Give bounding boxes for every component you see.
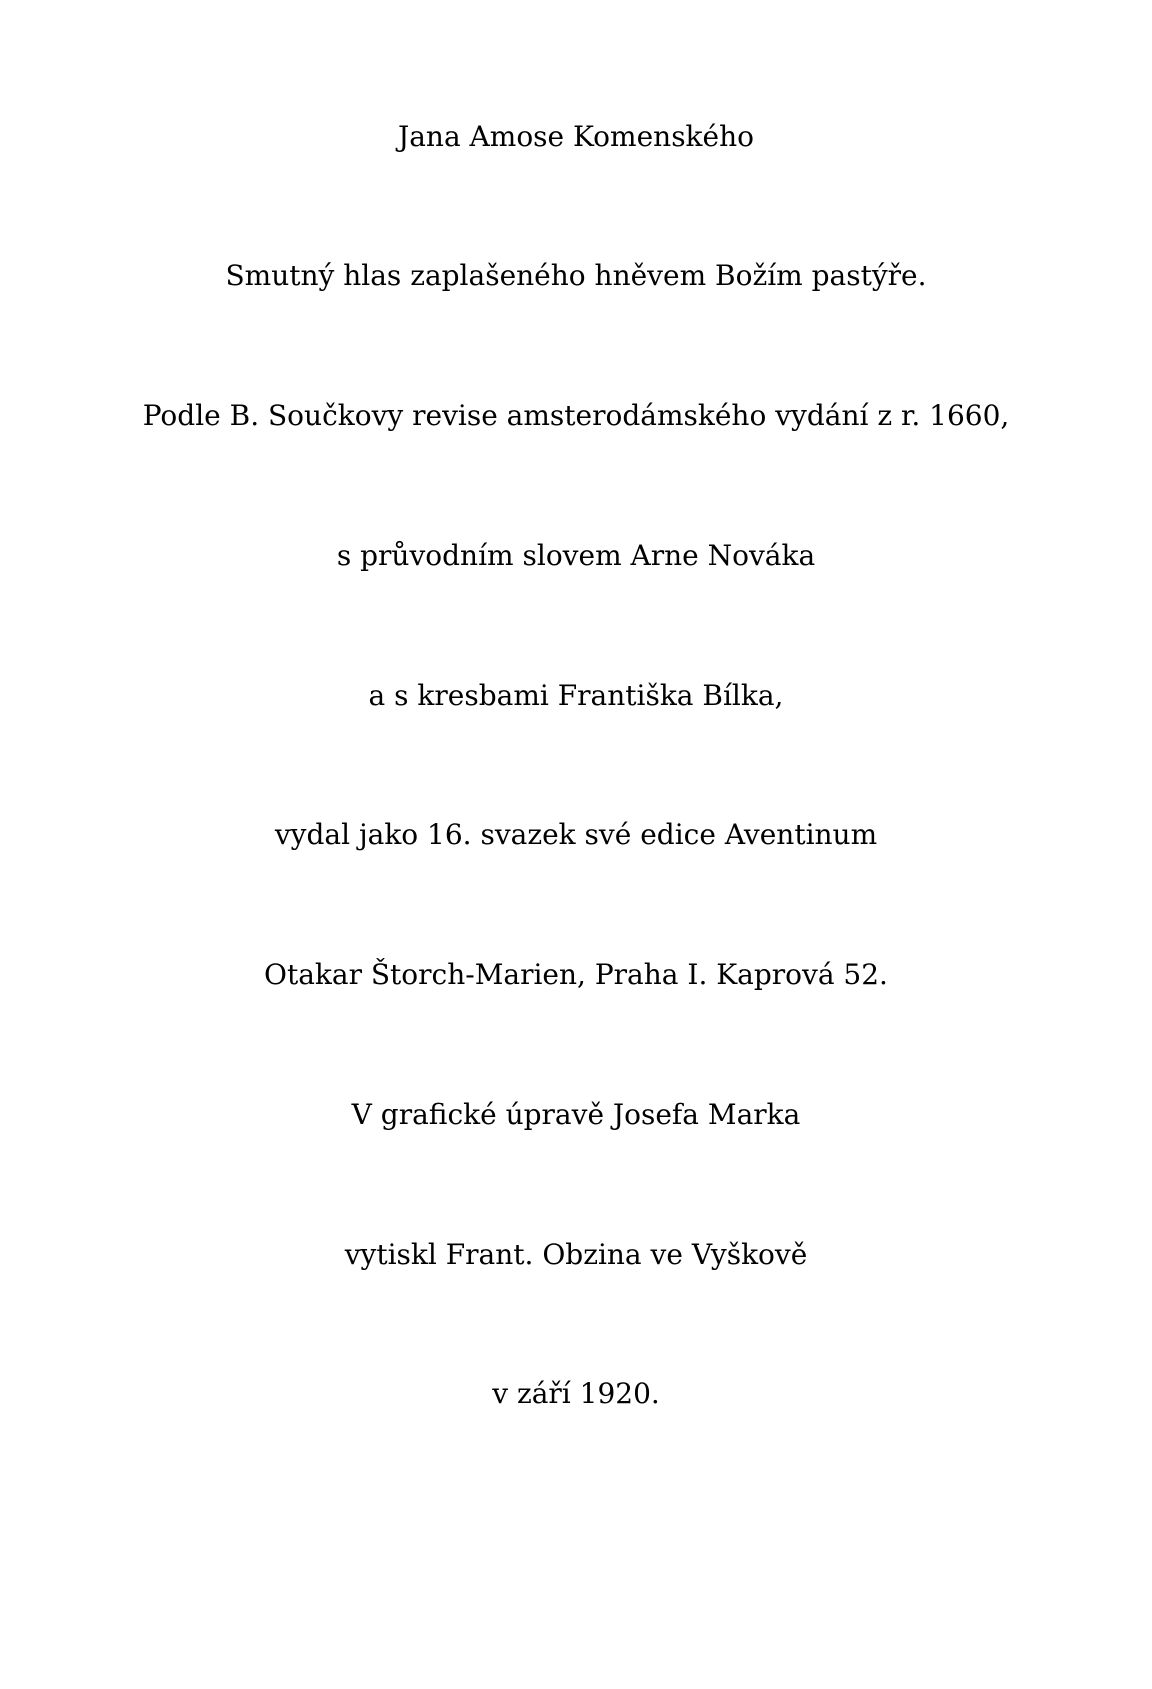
title-line: Smutný hlas zaplašeného hněvem Božím pastýře.	[225, 259, 927, 292]
design-line: V grafické úpravě Josefa Marka	[351, 1098, 801, 1131]
source-edition-line: Podle B. Součkovy revise amsterodámského vydání z r. 1660,	[142, 399, 1010, 432]
author-line: Jana Amose Komenského	[398, 120, 754, 153]
date-line: v září 1920.	[492, 1377, 660, 1410]
printer-line: vytiskl Frant. Obzina ve Vyškově	[344, 1238, 808, 1271]
publisher-line: Otakar Štorch-Marien, Praha I. Kaprová 52.	[264, 958, 888, 991]
series-line: vydal jako 16. svazek své edice Aventinum	[274, 818, 878, 851]
foreword-line: s průvodním slovem Arne Nováka	[336, 539, 816, 572]
illustrations-line: a s kresbami Františka Bílka,	[368, 679, 784, 712]
